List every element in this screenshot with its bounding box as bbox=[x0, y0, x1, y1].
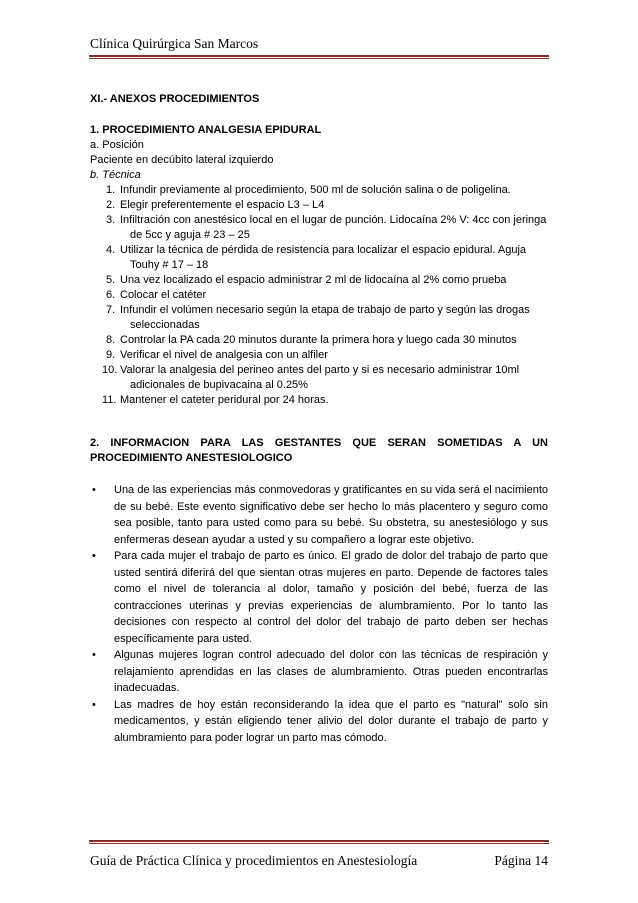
step-item: 11. Mantener el cateter peridural por 24 horas. bbox=[102, 394, 329, 406]
bullet-item: • Para cada mujer el trabajo de parto es único. El grado de dolor del trabajo de parto que usted sentirá diferirá del que sientan otras mujeres en parto. Depende de factores tales como el nivel de tolerancia al dolor, tamaño y posición del bebé, fuerza de las contracciones uterinas y previas experiencias de alumbramiento. Por lo tanto las decisiones con respecto al control del dolor del trabajo de parto deben ser hechas específicamente para usted. bbox=[92, 550, 548, 645]
info-bullets bbox=[90, 482, 548, 746]
technique-steps bbox=[90, 183, 548, 408]
header-rule bbox=[89, 55, 549, 57]
bullet-item: • Las madres de hoy están reconsiderando la idea que el parto es "natural" solo sin medicamentos, y están eligiendo tener alivio del dolor durante el trabajo de parto y alumbramiento para poder lograr un parto mas cómodo. bbox=[92, 698, 548, 744]
section1-title: 1. PROCEDIMIENTO ANALGESIA EPIDURAL bbox=[90, 124, 322, 136]
bullet-icon: • bbox=[92, 698, 96, 711]
header-rule-thin bbox=[89, 58, 549, 59]
step-item: 3. Infiltración con anestésico local en el lugar de punción. Lidocaína 2% V: 4cc con jeringa de 5cc y aguja # 23 – 25 bbox=[106, 214, 547, 241]
step-item: 4. Utilizar la técnica de pérdida de resistencia para localizar el espacio epidural. Aguja Touhy # 17 – 18 bbox=[106, 244, 527, 271]
step-item: 2. Elegir preferentemente el espacio L3 – L4 bbox=[106, 199, 325, 211]
page-number: Página 14 bbox=[494, 853, 548, 868]
step-item: 7. Infundir el volúmen necesario según la etapa de trabajo de parto y según las drogas seleccionadas bbox=[106, 304, 530, 331]
step-item: 1. Infundir previamente al procedimiento, 500 ml de solución salina o de poligelina. bbox=[106, 184, 511, 196]
bullet-icon: • bbox=[92, 484, 96, 496]
footer-title: Guía de Práctica Clínica y procedimientos en Anestesiología bbox=[90, 853, 418, 868]
step-item: 5. Una vez localizado el espacio administrar 2 ml de lidocaína al 2% como prueba bbox=[106, 274, 507, 286]
page-header-title: Clínica Quirúrgica San Marcos bbox=[90, 36, 259, 51]
bullet-icon: • bbox=[92, 550, 96, 562]
section1-a-label: a. Posición bbox=[90, 139, 144, 151]
section1-a-text: Paciente en decúbito lateral izquierdo bbox=[90, 154, 274, 166]
section2-title-line1: 2. INFORMACION PARA LAS GESTANTES QUE SERAN SOMETIDAS A UN bbox=[90, 437, 548, 449]
step-item: 10. Valorar la analgesia del perineo antes del parto y si es necesario administrar 10ml adicionales de bupivacaina al 0.25% bbox=[102, 364, 520, 391]
step-item: 8. Controlar la PA cada 20 minutos durante la primera hora y luego cada 30 minutos bbox=[106, 334, 517, 346]
bullet-item: • Una de las experiencias más conmovedoras y gratificantes en su vida será el nacimiento de su bebé. Este evento significativo debe ser hecho lo más placentero y seguro como sea posible, tanto para usted como para su bebé. Su obstetra, su anestesiólogo y sus enfermeras desean ayudar a usted y su compañero a lograr este objetivo. bbox=[92, 484, 548, 546]
step-item: 9. Verificar el nivel de analgesia con un alfiler bbox=[106, 349, 328, 361]
section1-b-label: b. Técnica bbox=[90, 169, 141, 181]
document-body bbox=[90, 92, 548, 746]
footer-rule bbox=[89, 840, 549, 842]
step-item: 6. Colocar el catéter bbox=[106, 289, 207, 301]
bullet-icon: • bbox=[92, 649, 96, 661]
section2-title-line2: PROCEDIMIENTO ANESTESIOLOGICO bbox=[90, 452, 293, 464]
bullet-item: • Algunas mujeres logran control adecuado del dolor con las técnicas de respiración y relajamiento aprendidas en las clases de alumbramiento. Otras pueden encontrarlas inadecuadas. bbox=[92, 649, 548, 694]
section-heading: XI.- ANEXOS PROCEDIMIENTOS bbox=[90, 93, 260, 105]
footer-rule-thin bbox=[89, 843, 549, 844]
